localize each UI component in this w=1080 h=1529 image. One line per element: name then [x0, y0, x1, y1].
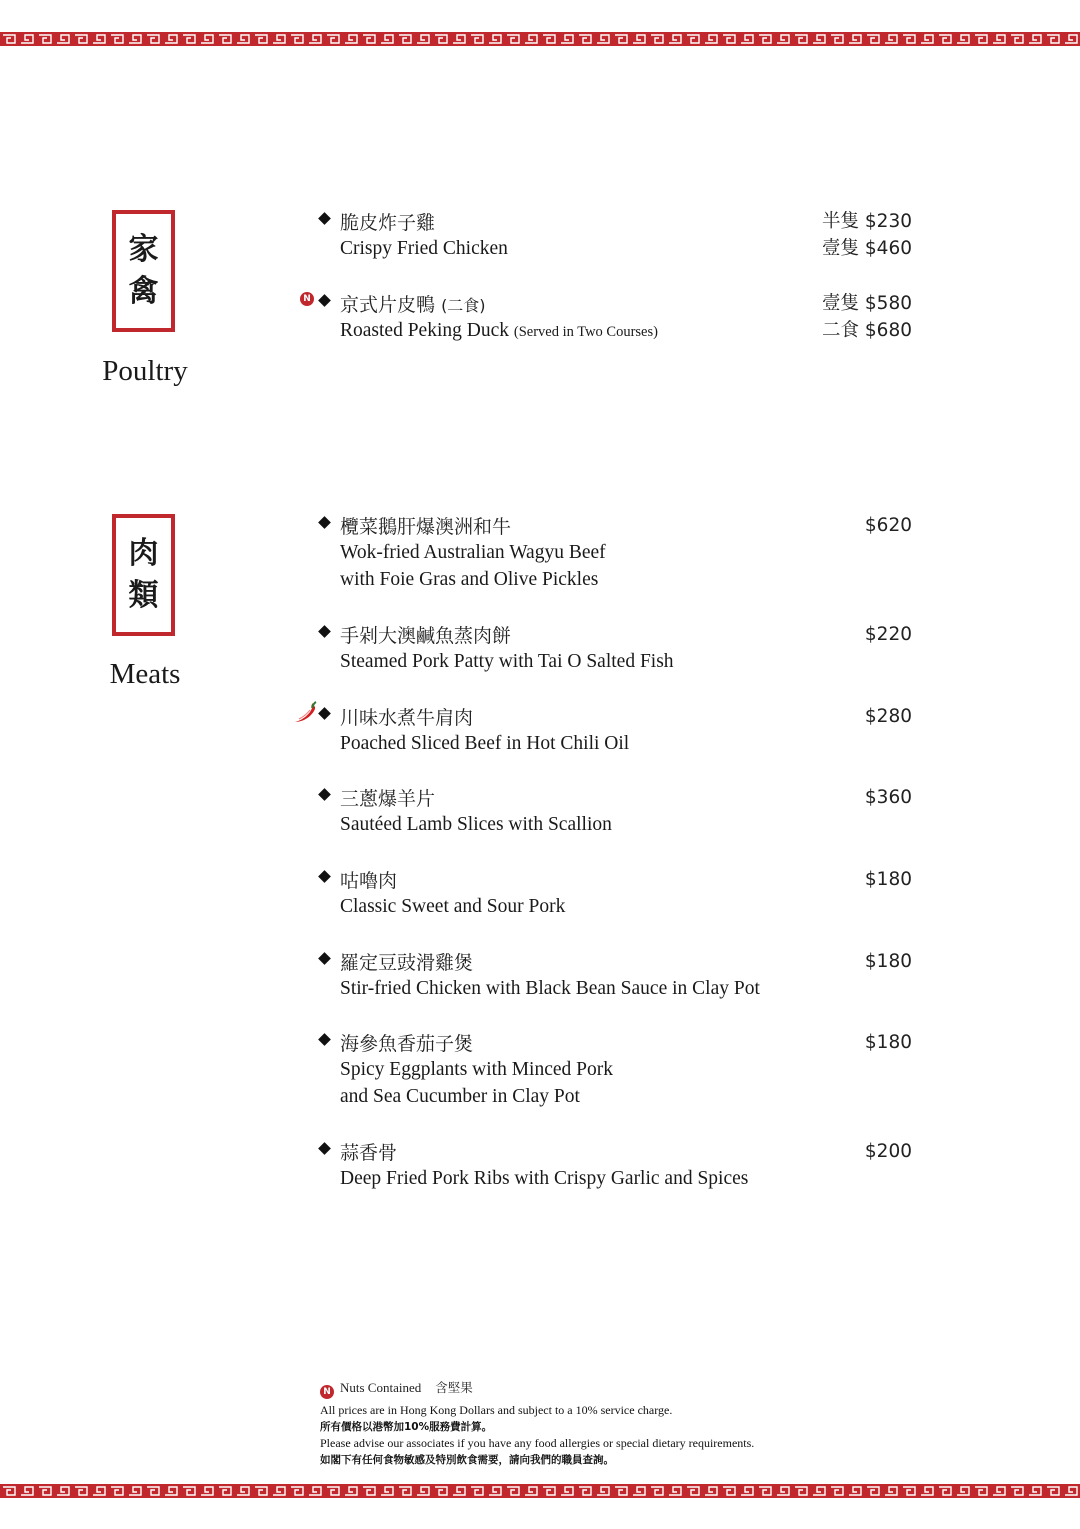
item-name-en: Deep Fried Pork Ribs with Crispy Garlic and Spices: [340, 1168, 749, 1189]
menu-item: [300, 290, 920, 346]
item-name-zh: 川味水煮牛肩肉: [340, 707, 474, 729]
item-price: $180: [864, 869, 912, 890]
legend: [320, 1378, 473, 1397]
item-note-zh: (二食): [441, 296, 486, 315]
legend-label-en: Nuts Contained: [340, 1380, 422, 1395]
menu-item: [300, 621, 920, 675]
menu-item: [300, 1138, 920, 1192]
item-price: $180: [864, 951, 912, 972]
menu-item: [300, 512, 920, 593]
menu-item: [300, 948, 920, 1002]
diamond-bullet-icon: [318, 707, 331, 720]
diamond-bullet-icon: [318, 212, 331, 225]
item-name-en: Steamed Pork Patty with Tai O Salted Fish: [340, 651, 674, 672]
item-name-zh: 脆皮炸子雞: [340, 212, 436, 234]
footnote-price-zh: 所有價格以港幣加10%服務費計算。: [320, 1420, 493, 1433]
item-name-en: Classic Sweet and Sour Pork: [340, 896, 566, 917]
item-price: 半隻 $230: [822, 211, 912, 232]
nuts-icon: N: [320, 1385, 334, 1399]
diamond-bullet-icon: [318, 1033, 331, 1046]
item-name-en: Spicy Eggplants with Minced Pork: [340, 1059, 613, 1080]
diamond-bullet-icon: [318, 625, 331, 638]
item-name-zh: 三蔥爆羊片: [340, 788, 436, 810]
menu-item: [300, 208, 920, 262]
item-price: $180: [864, 1032, 912, 1053]
item-price: 壹隻 $460: [822, 238, 912, 259]
footnotes: [320, 1402, 754, 1468]
item-name-en: Wok-fried Australian Wagyu Beef: [340, 542, 606, 563]
item-name-en: Poached Sliced Beef in Hot Chili Oil: [340, 733, 630, 754]
badge-char: 家: [128, 232, 159, 267]
diamond-bullet-icon: [318, 870, 331, 883]
item-note-en: (Served in Two Courses): [513, 324, 658, 340]
footnote-allergy-en: Please advise our associates if you have any food allergies or special dietary requirements.: [320, 1436, 755, 1450]
item-price: 二食 $680: [822, 320, 912, 341]
item-price: $200: [864, 1141, 912, 1162]
nuts-icon: N: [300, 292, 314, 306]
item-name-en: Stir-fried Chicken with Black Bean Sauce in Clay Pot: [340, 978, 760, 999]
item-name-zh: 咕嚕肉: [340, 870, 398, 892]
badge-char: 肉: [128, 536, 159, 571]
legend-label-zh: 含堅果: [435, 1380, 473, 1395]
item-name-zh: 海參魚香茄子煲: [340, 1033, 474, 1055]
diamond-bullet-icon: [318, 516, 331, 529]
item-price: 壹隻 $580: [822, 293, 912, 314]
meats-badge: [112, 514, 175, 636]
item-name-en: Roasted Peking Duck (Served in Two Courses): [340, 320, 658, 341]
item-price: $620: [864, 515, 912, 536]
top-decorative-border: [0, 32, 1080, 46]
footnote-allergy-zh: 如閣下有任何食物敏感及特別飲食需要，請向我們的職員查詢。: [320, 1453, 614, 1466]
item-name-zh: 蒜香骨: [340, 1142, 398, 1164]
badge-char: 類: [128, 578, 159, 613]
item-name-zh: 京式片皮鴨 (二食): [340, 294, 486, 316]
item-price: $280: [864, 706, 912, 727]
section-title-meats: Meats: [109, 658, 181, 690]
item-name-en: Crispy Fried Chicken: [340, 238, 508, 259]
item-price: $220: [864, 624, 912, 645]
item-name-en: Sautéed Lamb Slices with Scallion: [340, 814, 612, 835]
item-name-zh: 手剁大澳鹹魚蒸肉餅: [340, 625, 512, 647]
item-name-en: and Sea Cucumber in Clay Pot: [340, 1086, 580, 1107]
diamond-bullet-icon: [318, 788, 331, 801]
menu-item: [300, 784, 920, 838]
section-title-poultry: Poultry: [102, 355, 188, 387]
item-name-zh: 羅定豆豉滑雞煲: [340, 952, 474, 974]
diamond-bullet-icon: [318, 1142, 331, 1155]
poultry-badge: [112, 210, 175, 332]
badge-char: 禽: [128, 274, 159, 309]
menu-item: [300, 1029, 920, 1110]
menu-item: [300, 866, 920, 920]
diamond-bullet-icon: [318, 294, 331, 307]
item-name-zh: 欖菜鵝肝爆澳洲和牛: [340, 516, 512, 538]
diamond-bullet-icon: [318, 952, 331, 965]
menu-item: [300, 703, 920, 757]
bottom-decorative-border: [0, 1484, 1080, 1498]
chili-icon: [292, 700, 318, 726]
footnote-price-en: All prices are in Hong Kong Dollars and subject to a 10% service charge.: [320, 1403, 673, 1417]
item-name-en: with Foie Gras and Olive Pickles: [340, 569, 599, 590]
item-price: $360: [864, 787, 912, 808]
